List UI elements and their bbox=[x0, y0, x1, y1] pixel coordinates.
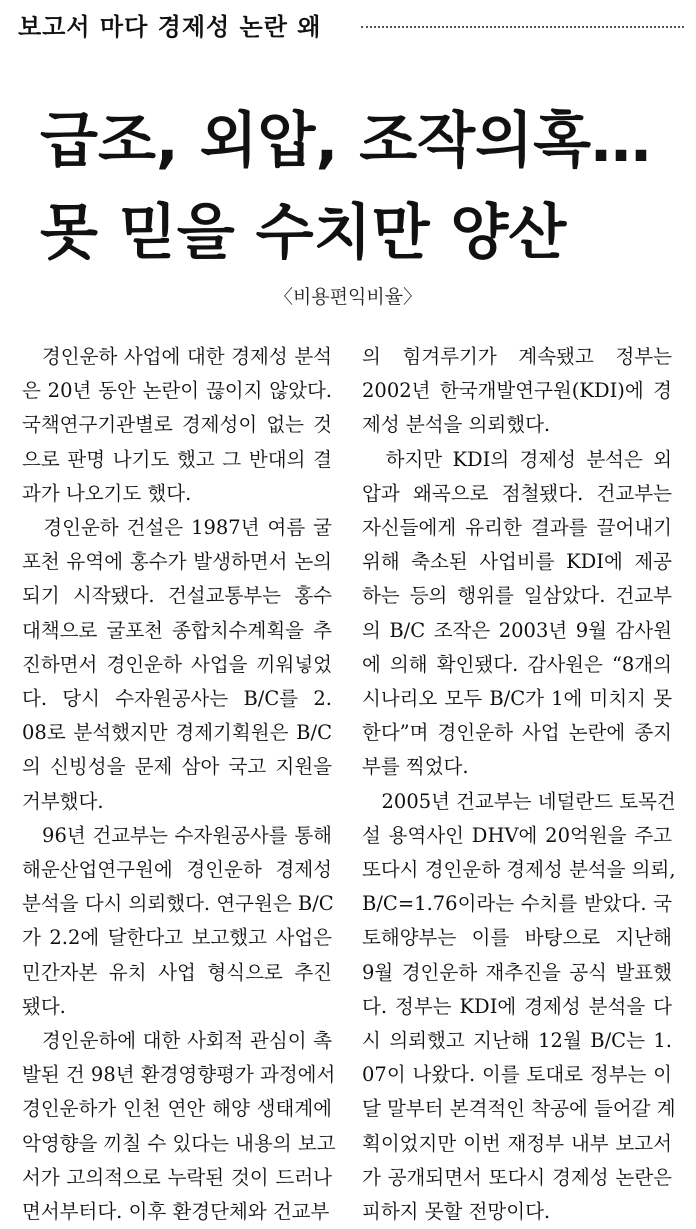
text-line: 거부했다. bbox=[22, 789, 104, 813]
text-line: 서가 고의적으로 누락된 것이 드러나 bbox=[22, 1165, 332, 1189]
text-line: 다. 당시 수자원공사는 B/C를 2. bbox=[22, 687, 332, 711]
dotted-rule bbox=[361, 26, 684, 28]
paragraph bbox=[22, 340, 332, 511]
text-line: 의 B/C 조작은 2003년 9월 감사원 bbox=[362, 618, 672, 642]
text-line: 분석을 다시 의뢰했다. 연구원은 B/C bbox=[22, 892, 334, 916]
text-line: 됐다. bbox=[22, 994, 66, 1018]
article-column-left bbox=[22, 340, 336, 1229]
text-line: 제성 분석을 의뢰했다. bbox=[362, 413, 551, 437]
text-line: 대책으로 굴포천 종합치수계획을 추 bbox=[22, 618, 332, 642]
text-line: 에 의해 확인됐다. 감사원은 “8개의 bbox=[362, 652, 672, 676]
text-line: 되기 시작됐다. 건설교통부는 홍수 bbox=[22, 584, 332, 608]
paragraph bbox=[22, 511, 332, 819]
text-line: 의 힘겨루기가 계속됐고 정부는 bbox=[362, 345, 672, 368]
paragraph bbox=[22, 819, 332, 1024]
text-line: 하는 등의 행위를 일삼았다. 건교부 bbox=[362, 584, 672, 608]
text-line: 경인운하에 대한 사회적 관심이 촉 bbox=[22, 1029, 332, 1053]
text-line: 경인운하가 인천 연안 해양 생태계에 bbox=[22, 1097, 332, 1121]
text-line: 또다시 경인운하 경제성 분석을 의뢰, bbox=[362, 858, 676, 882]
text-line: 은 20년 동안 논란이 끊이지 않았다. bbox=[22, 379, 332, 403]
headline-line-2: 못 믿을 수치만 양산 bbox=[40, 198, 567, 268]
text-line: 획이었지만 이번 재정부 내부 보고서 bbox=[362, 1131, 672, 1155]
paragraph bbox=[362, 340, 672, 443]
text-line: 가 공개되면서 또다시 경제성 논란은 bbox=[362, 1165, 672, 1189]
text-line: 해운산업연구원에 경인운하 경제성 bbox=[22, 858, 332, 882]
paragraph bbox=[22, 1024, 336, 1229]
text-line: 진하면서 경인운하 사업을 끼워넣었 bbox=[22, 652, 332, 676]
text-line: 발된 건 98년 환경영향평가 과정에서 bbox=[22, 1063, 336, 1087]
text-line: 2002년 한국개발연구원(KDI)에 경 bbox=[362, 379, 672, 403]
text-line: 다. 정부는 KDI에 경제성 분석을 다 bbox=[362, 994, 672, 1018]
text-line: 한다”며 경인운하 사업 논란에 종지 bbox=[362, 721, 672, 745]
text-line: 자신들에게 유리한 결과를 끌어내기 bbox=[362, 516, 672, 540]
kicker-row bbox=[18, 4, 684, 44]
text-line: 포천 유역에 홍수가 발생하면서 논의 bbox=[22, 550, 332, 574]
text-line: 07이 나왔다. 이를 토대로 정부는 이 bbox=[362, 1063, 672, 1087]
text-line: 국책연구기관별로 경제성이 없는 것 bbox=[22, 413, 332, 437]
text-line: 2005년 건교부는 네덜란드 토목건 bbox=[362, 789, 676, 813]
text-line: 의 신빙성을 문제 삼아 국고 지원을 bbox=[22, 755, 332, 779]
text-line: 피하지 못할 전망이다. bbox=[362, 1200, 551, 1224]
paragraph bbox=[362, 785, 676, 1229]
text-line: 으로 판명 나기도 했고 그 반대의 결 bbox=[22, 447, 332, 471]
text-line: 96년 건교부는 수자원공사를 통해 bbox=[22, 823, 332, 847]
text-line: 위해 축소된 사업비를 KDI에 제공 bbox=[362, 550, 672, 574]
text-line: 과가 나오기도 했다. bbox=[22, 481, 192, 505]
text-line: 부를 찍었다. bbox=[362, 755, 469, 779]
text-line: 하지만 KDI의 경제성 분석은 외 bbox=[362, 447, 672, 471]
kicker: 보고서 마다 경제성 논란 왜 bbox=[18, 12, 322, 41]
paragraph bbox=[362, 443, 672, 785]
text-line: 민간자본 유치 사업 형식으로 추진 bbox=[22, 960, 332, 984]
text-line: 경인운하 건설은 1987년 여름 굴 bbox=[22, 516, 332, 540]
text-line: B/C=1.76이라는 수치를 받았다. 국 bbox=[362, 892, 672, 916]
text-line: 설 용역사인 DHV에 20억원을 주고 bbox=[362, 823, 672, 847]
text-line: 08로 분석했지만 경제기획원은 B/C bbox=[22, 721, 332, 745]
text-line: 압과 왜곡으로 점철됐다. 건교부는 bbox=[362, 481, 672, 505]
text-line: 시 의뢰했고 지난해 12월 B/C는 1. bbox=[362, 1029, 672, 1053]
headline-line-1: 급조, 외압, 조작의혹… bbox=[40, 106, 652, 176]
text-line: 가 2.2에 달한다고 보고했고 사업은 bbox=[22, 926, 332, 950]
text-line: 9월 경인운하 재추진을 공식 발표했 bbox=[362, 960, 672, 984]
text-line: 악영향을 끼칠 수 있다는 내용의 보고 bbox=[22, 1131, 336, 1155]
text-line: 경인운하 사업에 대한 경제성 분석 bbox=[22, 345, 332, 368]
text-line: 토해양부는 이를 바탕으로 지난해 bbox=[362, 926, 672, 950]
text-line: 면서부터다. 이후 환경단체와 건교부 bbox=[22, 1200, 330, 1224]
byline: 〈비용편익비율〉 bbox=[273, 286, 423, 308]
article-column-right bbox=[362, 340, 676, 1229]
headline bbox=[40, 95, 680, 279]
text-line: 달 말부터 본격적인 착공에 들어갈 계 bbox=[362, 1097, 676, 1121]
text-line: 시나리오 모두 B/C가 1에 미치지 못 bbox=[362, 687, 672, 711]
